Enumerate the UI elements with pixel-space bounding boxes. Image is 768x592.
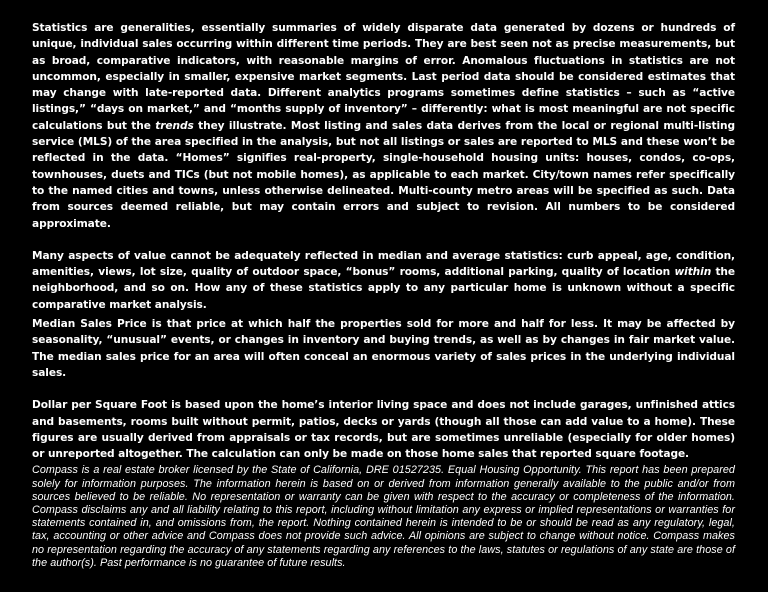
document-page [32, 20, 735, 570]
value-aspects-text-part-2: the neighborhood, and so on. How any of these statistics apply to any particular home is unknown without a specific comparative market analysis. [32, 266, 735, 311]
value-aspects-text-part-1: Many aspects of value cannot be adequately reflected in median and average statistics: curb appeal, age, condition, amenities, views, lot size, quality of outdoor space, “bonus” rooms, additional parking, quality of location [32, 249, 735, 279]
trends-emphasis: trends [155, 119, 194, 132]
legal-disclaimer: Compass is a real estate broker licensed by the State of California, DRE 01527235. Equal Housing Opportunity. This report has been prepared solely for information purposes. The information herein is based on or derived from information generally available to the public and/or from sources believed to be reliable. No representation or warranty can be given with respect to the accuracy or completeness of the information. Compass disclaims any and all liability relating to this report, including without limitation any express or implied representations or warranties for statements contained in, and omissions from, the report. Nothing contained herein is intended to be or should be read as any regulatory, legal, tax, accounting or other advice and Compass does not provide such advice. All opinions are subject to change without notice. Compass makes no representation regarding the accuracy of any statements regarding any references to the laws, statutes or regulations of any state are those of the author(s). Past performance is no guarantee of future results. [32, 464, 735, 569]
median-sales-price-paragraph: Median Sales Price is that price at which half the properties sold for more and half for less. It may be affected by seasonality, “unusual” events, or changes in inventory and buying trends, as well as by changes in fair market value. The median sales price for an area will often conceal an enormous variety of sales prices in the underlying individual sales. [32, 318, 735, 379]
dollar-per-square-foot-paragraph: Dollar per Square Foot is based upon the home’s interior living space and does not include garages, unfinished attics and basements, rooms built without permit, patios, decks or yards (though all those can add value to a home). These figures are usually derived from appraisals or tax records, but are sometimes unreliable (especially for older homes) or unreported altogether. The calculation can only be made on those home sales that reported square footage. [32, 399, 735, 461]
statistics-text-part-2: they illustrate. Most listing and sales data derives from the local or regional multi-listing service (MLS) of the area specified in the analysis, but not all listings or sales are reported to MLS and these won’t be reflected in the data. “Homes” signifies real-property, single-household housing units: houses, condos, co-ops, townhouses, duets and TICs (but not mobile homes), as applicable to each market. City/town names refer specifically to the named cities and towns, unless otherwise delineated. Multi-county metro areas will be specified as such. Data from sources deemed reliable, but may contain errors and subject to revision. All numbers to be considered approximate. [32, 119, 735, 230]
statistics-paragraph [32, 20, 735, 232]
within-emphasis: within [674, 266, 712, 279]
value-aspects-paragraph [32, 248, 735, 313]
statistics-text-part-1: Statistics are generalities, essentially summaries of widely disparate data generated by dozens or hundreds of unique, individual sales occurring within different time periods. They are best seen not as precise measurements, but as broad, comparative indicators, with reasonable margins of error. Anomalous fluctuations in statistics are not uncommon, especially in smaller, expensive market segments. Last period data should be considered estimates that may change with late-reported data. Different analytics programs sometimes define statistics – such as “active listings,” “days on market,” and “months supply of inventory” – differently: what is most meaningful are not specific calculations but the [32, 22, 735, 132]
